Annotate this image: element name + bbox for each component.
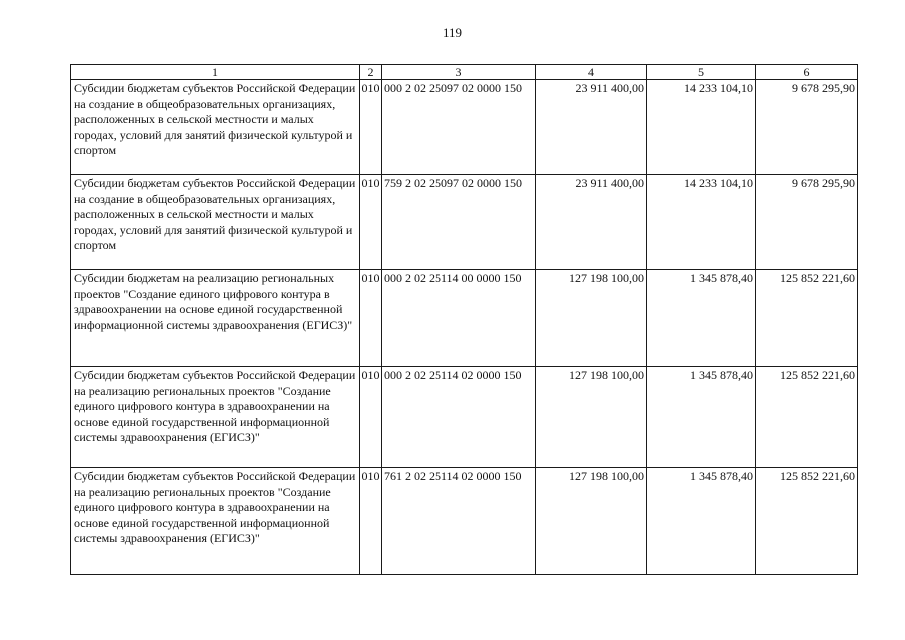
row-budget-code-cell: 761 2 02 25114 02 0000 150 bbox=[382, 468, 536, 575]
table-row bbox=[71, 175, 858, 270]
column-header: 6 bbox=[756, 65, 858, 80]
row-col5-cell: 14 233 104,10 bbox=[647, 175, 756, 270]
column-header: 5 bbox=[647, 65, 756, 80]
row-admin-code-cell: 010 bbox=[360, 175, 382, 270]
row-col6-cell: 9 678 295,90 bbox=[756, 175, 858, 270]
row-col4-cell: 127 198 100,00 bbox=[536, 367, 647, 468]
page-number: 119 bbox=[442, 25, 463, 40]
row-col6-cell: 9 678 295,90 bbox=[756, 80, 858, 175]
row-budget-code-cell: 000 2 02 25114 02 0000 150 bbox=[382, 367, 536, 468]
row-col4-cell: 127 198 100,00 bbox=[536, 270, 647, 367]
row-col6-cell: 125 852 221,60 bbox=[756, 270, 858, 367]
column-header: 4 bbox=[536, 65, 647, 80]
row-budget-code-cell: 000 2 02 25114 00 0000 150 bbox=[382, 270, 536, 367]
table-row bbox=[71, 270, 858, 367]
row-col5-cell: 1 345 878,40 bbox=[647, 367, 756, 468]
column-header: 3 bbox=[382, 65, 536, 80]
row-name-cell: Субсидии бюджетам субъектов Российской Федерации на создание в общеобразовательных организациях, расположенных в сельской местности и малых городах, условий для занятий физической культурой и спортом bbox=[71, 80, 360, 175]
row-admin-code-cell: 010 bbox=[360, 367, 382, 468]
row-col6-cell: 125 852 221,60 bbox=[756, 367, 858, 468]
row-col5-cell: 1 345 878,40 bbox=[647, 468, 756, 575]
row-name-cell: Субсидии бюджетам на реализацию региональных проектов "Создание единого цифрового контура в здравоохранении на основе единой государственной информационной системы здравоохранения (ЕГИСЗ)" bbox=[71, 270, 360, 367]
row-col5-cell: 14 233 104,10 bbox=[647, 80, 756, 175]
row-name-cell: Субсидии бюджетам субъектов Российской Федерации на создание в общеобразовательных организациях, расположенных в сельской местности и малых городах, условий для занятий физической культурой и спортом bbox=[71, 175, 360, 270]
column-header: 2 bbox=[360, 65, 382, 80]
row-name-cell: Субсидии бюджетам субъектов Российской Федерации на реализацию региональных проектов "Создание единого цифрового контура в здравоохранении на основе единой государственной информационной системы здравоохранения (ЕГИСЗ)" bbox=[71, 468, 360, 575]
row-col5-cell: 1 345 878,40 bbox=[647, 270, 756, 367]
table-header-row bbox=[71, 65, 858, 80]
row-col6-cell: 125 852 221,60 bbox=[756, 468, 858, 575]
table-row bbox=[71, 367, 858, 468]
row-admin-code-cell: 010 bbox=[360, 468, 382, 575]
column-header: 1 bbox=[71, 65, 360, 80]
row-col4-cell: 23 911 400,00 bbox=[536, 175, 647, 270]
row-col4-cell: 23 911 400,00 bbox=[536, 80, 647, 175]
row-col4-cell: 127 198 100,00 bbox=[536, 468, 647, 575]
row-admin-code-cell: 010 bbox=[360, 80, 382, 175]
budget-table bbox=[70, 64, 858, 575]
row-admin-code-cell: 010 bbox=[360, 270, 382, 367]
table-row bbox=[71, 468, 858, 575]
table-row bbox=[71, 80, 858, 175]
row-budget-code-cell: 759 2 02 25097 02 0000 150 bbox=[382, 175, 536, 270]
row-name-cell: Субсидии бюджетам субъектов Российской Федерации на реализацию региональных проектов "Создание единого цифрового контура в здравоохранении на основе единой государственной информационной системы здравоохранения (ЕГИСЗ)" bbox=[71, 367, 360, 468]
row-budget-code-cell: 000 2 02 25097 02 0000 150 bbox=[382, 80, 536, 175]
